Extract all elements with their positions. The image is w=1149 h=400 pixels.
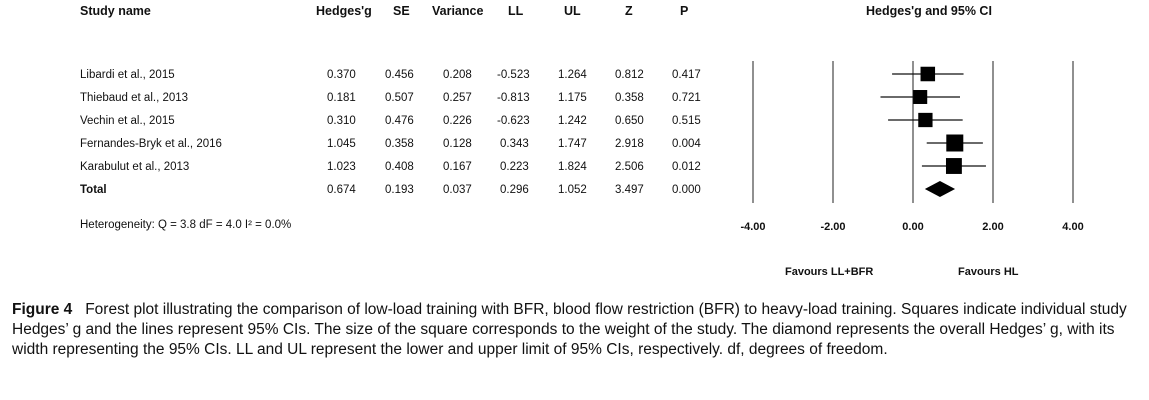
summary-diamond <box>925 181 955 197</box>
caption-text: Forest plot illustrating the comparison of low-load training with BFR, blood flow restriction (BFR) to heavy-load training. Squares indicate individual study Hedges’ g and the lines represent 95% CIs. The size of the square corresponds to the weight of the study. The diamond represents the overall Hedges’ g, with its width representing the 95% CIs. LL and UL represent the lower and upper limit of 95% CIs, respectively. df, degrees of freedom. <box>12 301 1127 358</box>
effect-square <box>921 67 936 82</box>
cell-ll: -0.523 <box>497 69 530 81</box>
cell-p: 0.012 <box>672 161 701 173</box>
favours-left-label: Favours LL+BFR <box>785 266 874 278</box>
study-name: Thiebaud et al., 2013 <box>80 92 189 104</box>
header-hedges-g: Hedges'g <box>316 4 372 18</box>
cell-p: 0.417 <box>672 69 701 81</box>
cell-ul: 1.747 <box>558 138 587 150</box>
cell-se: 0.456 <box>385 69 414 81</box>
cell-g: 0.310 <box>327 115 356 127</box>
chart-title: Hedges'g and 95% CI <box>866 4 992 18</box>
cell-ll: 0.223 <box>500 161 529 173</box>
cell-z: 0.650 <box>615 115 644 127</box>
cell-z: 0.812 <box>615 69 644 81</box>
cell-z: 2.918 <box>615 138 644 150</box>
cell-ul: 1.242 <box>558 115 587 127</box>
cell-var: 0.208 <box>443 69 472 81</box>
effect-square <box>913 90 927 104</box>
cell-p: 0.515 <box>672 115 701 127</box>
x-tick-label: -4.00 <box>740 221 766 233</box>
x-tick-label: 2.00 <box>982 221 1004 233</box>
effect-square <box>918 113 932 127</box>
cell-ul: 1.264 <box>558 69 587 81</box>
cell-ul: 1.824 <box>558 161 587 173</box>
cell-se: 0.193 <box>385 184 414 196</box>
header-study: Study name <box>80 4 151 18</box>
cell-se: 0.408 <box>385 161 414 173</box>
cell-p: 0.721 <box>672 92 701 104</box>
header-p: P <box>680 4 689 18</box>
study-name: Libardi et al., 2015 <box>80 69 175 81</box>
cell-var: 0.226 <box>443 115 472 127</box>
cell-ll: 0.343 <box>500 138 529 150</box>
figure-label: Figure 4 <box>12 301 73 318</box>
cell-var: 0.257 <box>443 92 472 104</box>
favours-right-label: Favours HL <box>958 266 1019 278</box>
effect-square <box>946 158 962 174</box>
cell-g: 1.045 <box>327 138 356 150</box>
cell-p: 0.004 <box>672 138 701 150</box>
x-tick-label: 4.00 <box>1062 221 1084 233</box>
cell-g: 0.181 <box>327 92 356 104</box>
effect-square <box>946 135 963 152</box>
header-ll: LL <box>508 4 524 18</box>
cell-ll: -0.813 <box>497 92 530 104</box>
x-tick-label: 0.00 <box>902 221 924 233</box>
cell-z: 0.358 <box>615 92 644 104</box>
cell-ul: 1.175 <box>558 92 587 104</box>
cell-z: 3.497 <box>615 184 644 196</box>
cell-p: 0.000 <box>672 184 701 196</box>
heterogeneity-stats: Heterogeneity: Q = 3.8 dF = 4.0 I² = 0.0% <box>80 219 292 231</box>
cell-var: 0.128 <box>443 138 472 150</box>
figure-caption <box>12 300 1140 360</box>
cell-se: 0.358 <box>385 138 414 150</box>
cell-g: 1.023 <box>327 161 356 173</box>
total-label: Total <box>80 184 107 196</box>
cell-ll: -0.623 <box>497 115 530 127</box>
cell-var: 0.037 <box>443 184 472 196</box>
study-name: Karabulut et al., 2013 <box>80 161 190 173</box>
study-name: Vechin et al., 2015 <box>80 115 175 127</box>
header-se: SE <box>393 4 410 18</box>
cell-var: 0.167 <box>443 161 472 173</box>
cell-ll: 0.296 <box>500 184 529 196</box>
study-name: Fernandes-Bryk et al., 2016 <box>80 138 222 150</box>
header-variance: Variance <box>432 4 484 18</box>
cell-se: 0.476 <box>385 115 414 127</box>
cell-g: 0.674 <box>327 184 356 196</box>
cell-g: 0.370 <box>327 69 356 81</box>
header-z: Z <box>625 4 633 18</box>
header-ul: UL <box>564 4 581 18</box>
x-tick-label: -2.00 <box>820 221 846 233</box>
cell-z: 2.506 <box>615 161 644 173</box>
cell-ul: 1.052 <box>558 184 587 196</box>
cell-se: 0.507 <box>385 92 414 104</box>
